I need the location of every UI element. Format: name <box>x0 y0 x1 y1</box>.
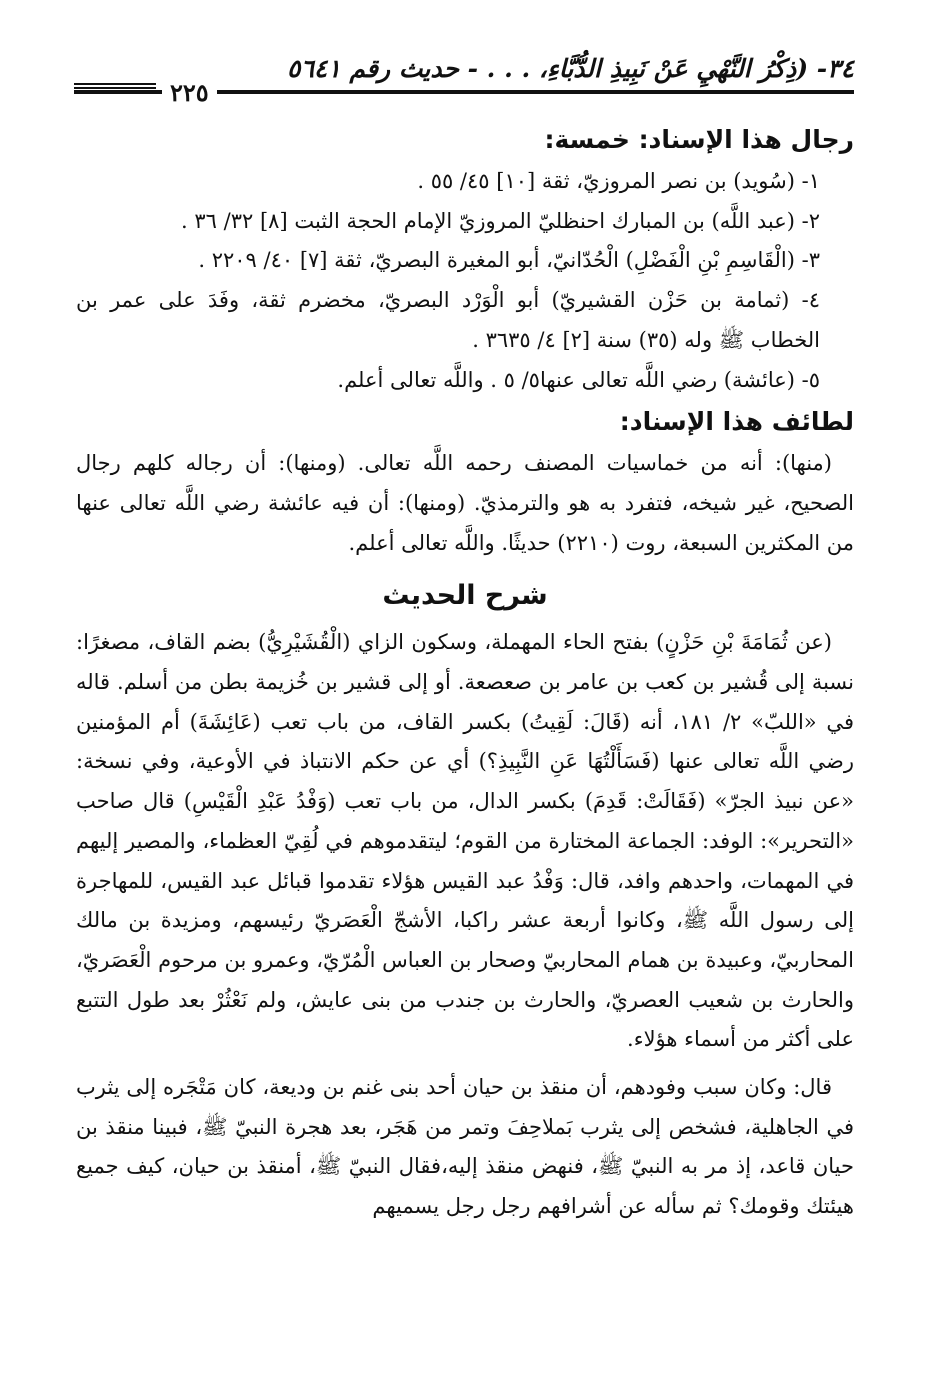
narrator-item: ٢- (عبد اللَّه) بن المبارك احنظليّ المروزيّ الإمام الحجة الثبت [٨] ٣٢/ ٣٦ . <box>181 208 820 233</box>
header-rule <box>74 87 156 89</box>
narrator-item: ٥- (عائشة) رضي اللَّه تعالى عنها٥/ ٥ . واللَّه تعالى أعلم. <box>337 367 820 392</box>
commentary-paragraph: (عن ثُمَامَةَ بْنِ حَزْنٍ) بفتح الحاء المهملة، وسكون الزاي (الْقُشَيْرِيُّ) بضم القاف، مصغرًا: نسبة إلى قُشير بن كعب بن عامر بن صعصعة. أو إلى قشير بن خُزيمة بطن من أسلم. قاله في «اللبّ» ٢/ ١٨١، أنه (قَالَ: لَقِيتُ) بكسر القاف، من باب تعب (عَائِشَةَ) أم المؤمنين رضي اللَّه تعالى عنها (فَسَأَلْتُهَا عَنِ النَّبِيذِ؟) أي عن حكم الانتباذ في الأوعية، وفي نسخة: «عن نبيذ الجرّ» (فَقَالَتْ: قَدِمَ) بكسر الدال، من باب تعب (وَفْدُ عَبْدِ الْقَيْسِ) قال صاحب «التحرير»: الوفد: الجماعة المختارة من القوم؛ ليتقدموهم في لُقِيّ العظماء، والمصير إليهم في المهمات، واحدهم وافد، قال: وَفْدُ عبد القيس هؤلاء تقدموا قبائل عبد القيس، للمهاجرة إلى رسول اللَّه ﷺ، وكانوا أربعة عشر راكبا، الأشجّ الْعَصَريّ رئيسهم، ومزيدة بن مالك المحاربيّ، وعبيدة بن همام المحاربيّ وصحار بن العباس الْمُرّيّ، وعمرو بن مرحوم الْعَصَريّ، والحارث بن شعيب العصريّ، والحارث بن جندب من بنى عايش، ولم نَعْثُرْ بعد طول التتبع على أكثر من أسماء هؤلاء. <box>76 630 854 1052</box>
narrators-heading: رجال هذا الإسناد: خمسة: <box>544 125 854 154</box>
narrator-item: ١- (سُويد) بن نصر المروزيّ، ثقة [١٠] ٤٥/ ٥٥ . <box>417 169 820 193</box>
narrator-item: ٤- (ثمامة بن حَزْن القشيريّ) أبو الْوَرْد البصريّ، مخضرم ثقة، وفَدَ على عمر بن الخطاب ﷺ وله (٣٥) سنة [٢] ٤/ ٣٦٣٥ . <box>76 288 820 352</box>
commentary-paragraph: قال: وكان سبب وفودهم، أن منقذ بن حيان أحد بنى غنم بن وديعة، كان مَتْجَره إلى يثرب في الجاهلية، فشخص إلى يثرب بَملاحِفَ وتمر من هَجَر، بعد هجرة النبيّ ﷺ، فبينا منقذ بن حيان قاعد، إذ مر به النبيّ ﷺ، فنهض منقذ إليه،فقال النبيّ ﷺ، أمنقذ بن حيان، كيف جميع هيئتك وقومك؟ ثم سأله عن أشرافهم رجل رجل يسميهم <box>76 1075 854 1219</box>
narrator-item: ٣- (الْقَاسِمِ بْنِ الْفَضْلِ) الْحُدّانيّ، أبو المغيرة البصريّ، ثقة [٧] ٤٠/ ٢٢٠٩ . <box>198 248 820 273</box>
subtleties-paragraph: (منها): أنه من خماسيات المصنف رحمه اللَّه تعالى. (ومنها): أن رجاله كلهم رجال الصحيح، غير شيخه، فتفرد به هو والترمذيّ. (ومنها): أن فيه عائشة رضي اللَّه تعالى عنها من المكثرين السبعة، روت (٢٢١٠) حديثًا. واللَّه تعالى أعلم. <box>76 451 854 555</box>
section-title: شرح الحديث <box>382 580 548 612</box>
subtleties-heading: لطائف هذا الإسناد: <box>619 407 854 437</box>
header-rule <box>74 83 156 85</box>
page-body <box>76 118 854 1227</box>
page-number: ٢٢٥ <box>162 78 217 107</box>
page-header <box>74 48 854 107</box>
paragraph-gap <box>76 1060 854 1068</box>
running-head: ٣٤- (ذِكْرُ النَّهْيِ عَنْ نَبِيذِ الدُّبَّاءِ، . . . - حديث رقم ٥٦٤١ <box>287 54 854 83</box>
